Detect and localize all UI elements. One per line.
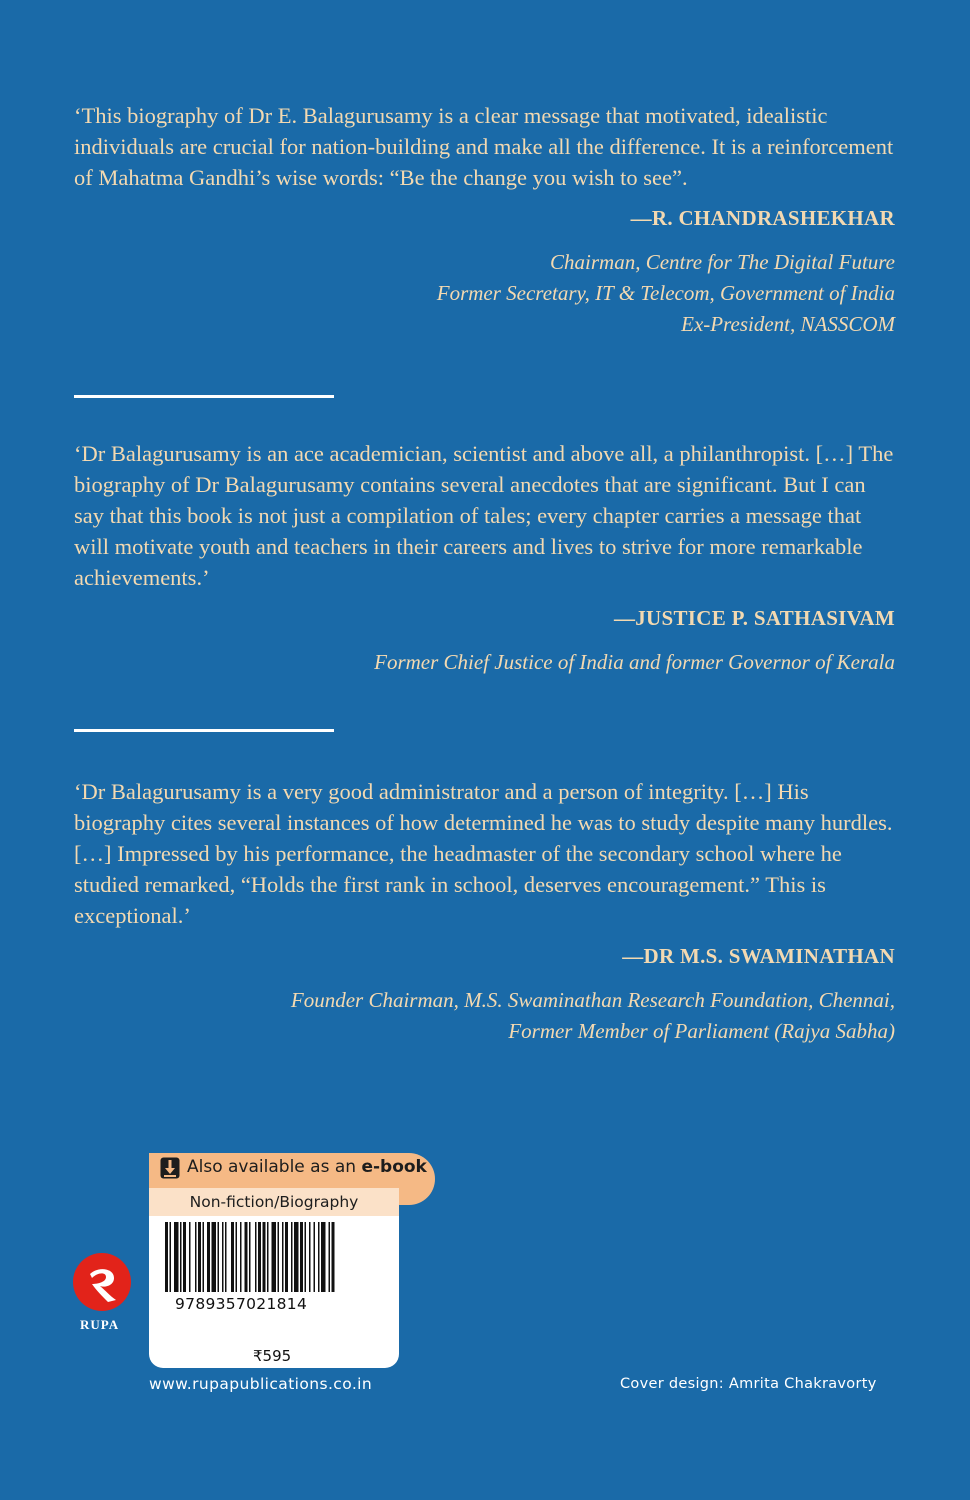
barcode-bar bbox=[236, 1222, 238, 1292]
cover-design-credit: Cover design: Amrita Chakravorty bbox=[620, 1376, 877, 1392]
barcode-bar bbox=[318, 1222, 320, 1292]
role-line: Former Member of Parliament (Rajya Sabha) bbox=[508, 1019, 895, 1043]
barcode-bar bbox=[207, 1222, 210, 1292]
barcode-bar bbox=[267, 1222, 269, 1292]
barcode bbox=[165, 1222, 385, 1292]
barcode-bar bbox=[222, 1222, 224, 1292]
divider bbox=[74, 395, 334, 398]
genre-label: Non-fiction/Biography bbox=[149, 1188, 399, 1216]
barcode-bar bbox=[212, 1222, 217, 1292]
barcode-bar bbox=[309, 1222, 311, 1292]
quote-2-author: —JUSTICE P. SATHASIVAM bbox=[613, 606, 895, 630]
barcode-bar bbox=[198, 1222, 201, 1292]
quote-1-roles bbox=[437, 247, 895, 340]
barcode-bar bbox=[170, 1222, 172, 1292]
ebook-label bbox=[187, 1157, 427, 1177]
barcode-bar bbox=[291, 1222, 293, 1292]
quote-1-text: ‘This biography of Dr E. Balagurusamy is a clear message that motivated, idealistic individuals are crucial for nation-building and make all the difference. It is a reinforcement of Mahatma Gandhi’s wise words: “Be the change you wish to see”. bbox=[74, 103, 894, 190]
barcode-bar bbox=[278, 1222, 280, 1292]
publisher-name: RUPA bbox=[80, 1317, 120, 1332]
barcode-bar bbox=[285, 1222, 288, 1292]
price-label: ₹595 bbox=[253, 1347, 292, 1365]
barcode-bar bbox=[294, 1222, 299, 1292]
barcode-bar bbox=[165, 1222, 168, 1292]
barcode-bar bbox=[183, 1222, 186, 1292]
barcode-bar bbox=[300, 1222, 303, 1292]
barcode-bar bbox=[332, 1222, 335, 1292]
quote-2-text: ‘Dr Balagurusamy is an ace academician, scientist and above all, a philanthropist. […] The biography of Dr Balagurusamy contains several anecdotes that are significant. But I can say that this book is not just a compilation of tales; every chapter carries a message that will motivate youth and teachers in their careers and lives to strive for more remarkable achievements.’ bbox=[74, 441, 894, 590]
isbn-number: 9789357021814 bbox=[175, 1295, 308, 1313]
barcode-bar bbox=[240, 1222, 242, 1292]
barcode-bar bbox=[282, 1222, 284, 1292]
quote-2-roles bbox=[374, 647, 895, 678]
barcode-bar bbox=[305, 1222, 307, 1292]
barcode-bar bbox=[245, 1222, 248, 1292]
ebook-label-prefix: Also available as an bbox=[187, 1157, 362, 1177]
quote-3-author: —DR M.S. SWAMINATHAN bbox=[622, 944, 895, 968]
role-line: Ex-President, NASSCOM bbox=[681, 312, 895, 336]
divider bbox=[74, 729, 334, 732]
barcode-bar bbox=[174, 1222, 179, 1292]
barcode-bar bbox=[180, 1222, 182, 1292]
quote-3-roles bbox=[291, 985, 895, 1047]
role-line: Former Chief Justice of India and former Governor of Kerala bbox=[374, 650, 895, 674]
barcode-bar bbox=[321, 1222, 326, 1292]
barcode-bar bbox=[225, 1222, 227, 1292]
role-line: Founder Chairman, M.S. Swaminathan Research Foundation, Chennai, bbox=[290, 988, 895, 1012]
download-icon bbox=[160, 1157, 180, 1179]
barcode-bar bbox=[329, 1222, 331, 1292]
ebook-label-bold: e-book bbox=[361, 1157, 427, 1177]
barcode-bar bbox=[272, 1222, 277, 1292]
barcode-bar bbox=[258, 1222, 261, 1292]
publisher-website[interactable]: www.rupapublications.co.in bbox=[149, 1375, 373, 1393]
role-line: Former Secretary, IT & Telecom, Government of India bbox=[436, 281, 895, 305]
barcode-bar bbox=[218, 1222, 220, 1292]
barcode-bar bbox=[314, 1222, 316, 1292]
barcode-bar bbox=[231, 1222, 234, 1292]
role-line: Chairman, Centre for The Digital Future bbox=[550, 250, 895, 274]
quote-1-author: —R. CHANDRASHEKHAR bbox=[630, 206, 895, 230]
barcode-bar bbox=[263, 1222, 266, 1292]
barcode-bar bbox=[255, 1222, 257, 1292]
rupa-logo-icon bbox=[72, 1252, 132, 1312]
quote-3-text: ‘Dr Balagurusamy is a very good administrator and a person of integrity. […] His biography cites several instances of how determined he was to study despite many hurdles. […] Impressed by his performance, the headmaster of the secondary school where he studied remarked, “Holds the first rank in school, deserves encouragement.” This is exceptional.’ bbox=[74, 779, 893, 928]
barcode-bar bbox=[195, 1222, 197, 1292]
barcode-bar bbox=[249, 1222, 251, 1292]
barcode-bar bbox=[203, 1222, 205, 1292]
barcode-bar bbox=[189, 1222, 191, 1292]
